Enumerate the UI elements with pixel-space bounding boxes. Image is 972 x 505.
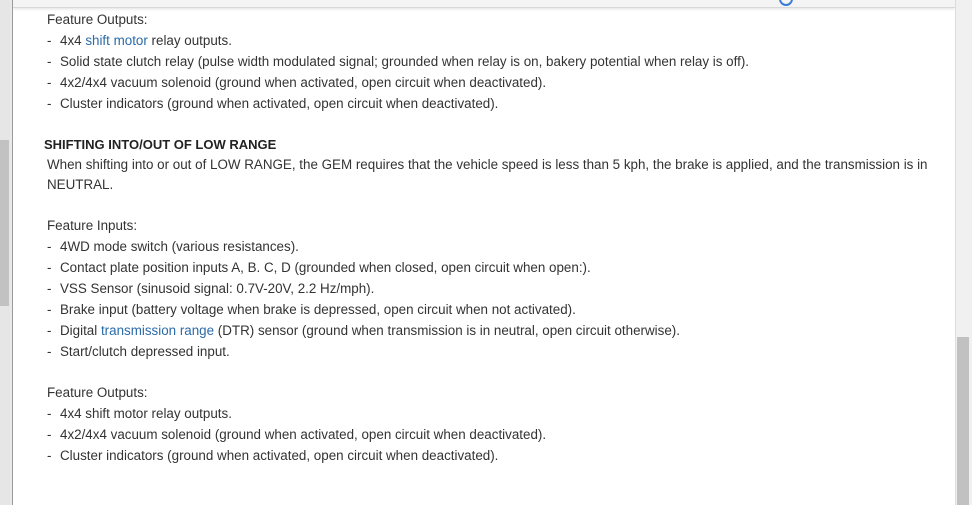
help-icon[interactable] xyxy=(779,0,793,6)
section-heading: SHIFTING INTO/OUT OF LOW RANGE xyxy=(44,137,277,152)
document-content xyxy=(44,9,944,466)
list-item: - Cluster indicators (ground when activated, open circuit when deactivated). xyxy=(47,448,499,463)
left-scrollbar[interactable] xyxy=(0,0,10,505)
list-item: - Solid state clutch relay (pulse width modulated signal; grounded when relay is on, bakery potential when relay is off). xyxy=(47,54,750,69)
list-item: - 4x4 shift motor relay outputs. xyxy=(47,33,232,48)
outputs-title-1: Feature Outputs: xyxy=(47,12,148,27)
outputs-title-2: Feature Outputs: xyxy=(47,385,148,400)
list-item: - Contact plate position inputs A, B. C, D (grounded when closed, open circuit when open:). xyxy=(47,260,591,275)
left-scrollbar-thumb[interactable] xyxy=(0,140,9,306)
shift-motor-link[interactable]: shift motor xyxy=(85,33,148,48)
transmission-range-link[interactable]: transmission range xyxy=(100,323,215,338)
section-paragraph: When shifting into or out of LOW RANGE, the GEM requires that the vehicle speed is less than 5 kph, the brake is applied, and the transmission is in NEUTRAL. xyxy=(47,157,928,192)
top-toolbar xyxy=(13,0,955,8)
right-scrollbar-thumb[interactable] xyxy=(957,337,969,505)
list-item: - Start/clutch depressed input. xyxy=(47,344,230,359)
inputs-title: Feature Inputs: xyxy=(47,218,138,233)
list-item: - Digital transmission range (DTR) sensor (ground when transmission is in neutral, open circuit otherwise). xyxy=(47,323,680,338)
document-panel xyxy=(12,0,955,505)
list-item: - 4x2/4x4 vacuum solenoid (ground when activated, open circuit when deactivated). xyxy=(47,75,547,90)
list-item: - Brake input (battery voltage when brake is depressed, open circuit when not activated). xyxy=(47,302,576,317)
list-item: - 4WD mode switch (various resistances). xyxy=(47,239,299,254)
list-item: - 4x2/4x4 vacuum solenoid (ground when activated, open circuit when deactivated). xyxy=(47,427,547,442)
list-item: - VSS Sensor (sinusoid signal: 0.7V-20V, 2.2 Hz/mph). xyxy=(47,281,375,296)
list-item: - Cluster indicators (ground when activated, open circuit when deactivated). xyxy=(47,96,499,111)
list-item: - 4x4 shift motor relay outputs. xyxy=(47,406,232,421)
